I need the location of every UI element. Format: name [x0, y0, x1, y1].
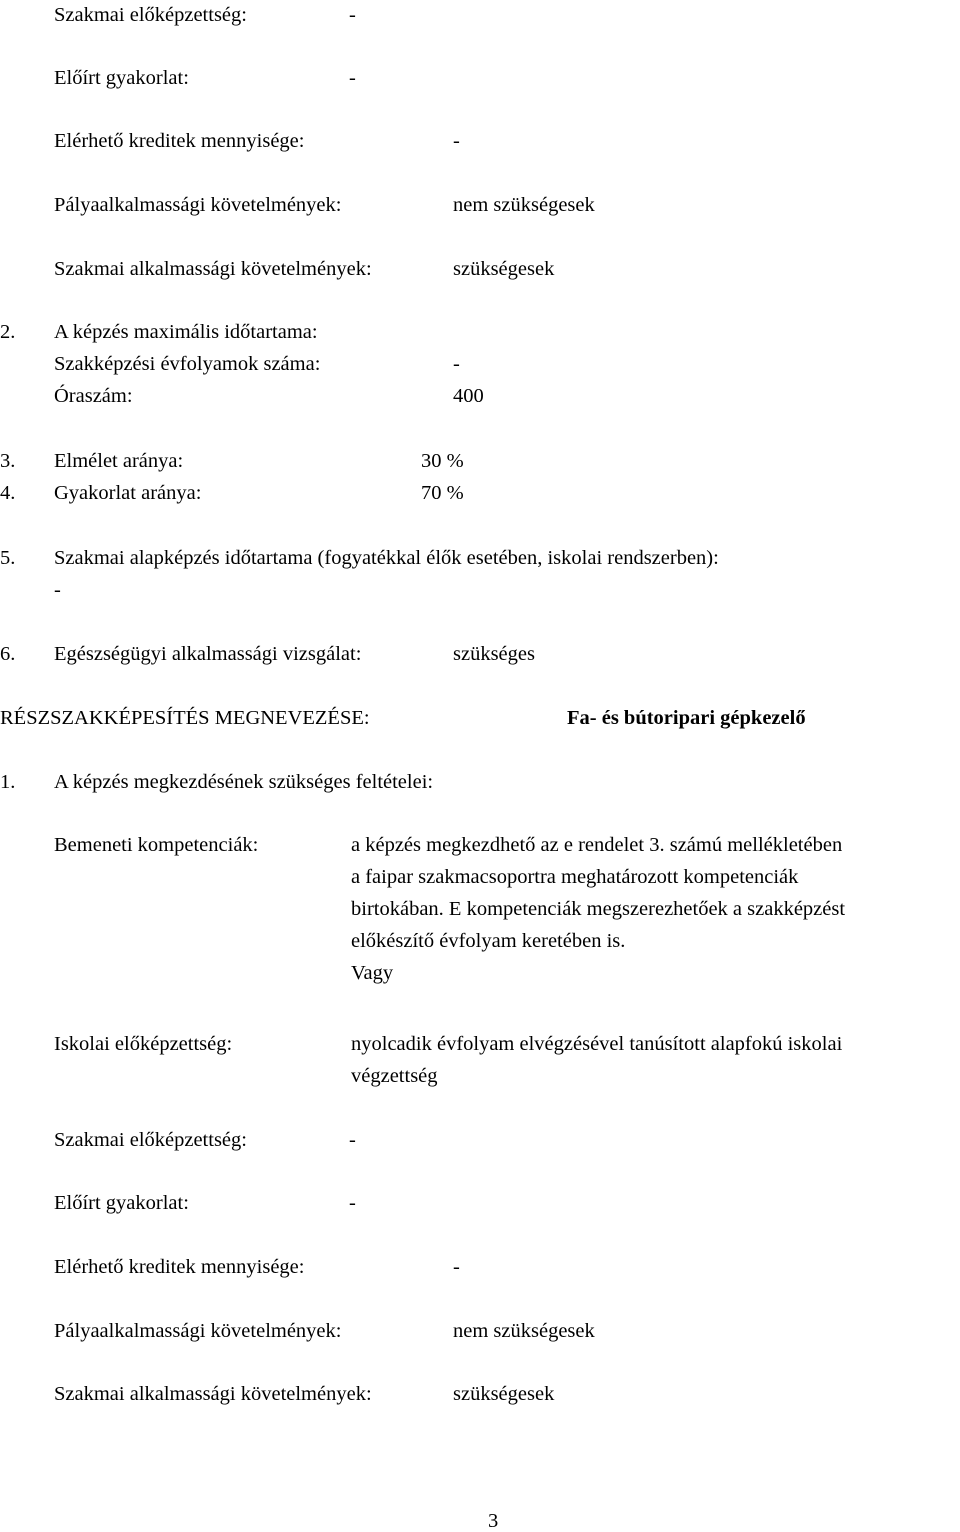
iskolai-label: Iskolai előképzettség: [54, 1033, 233, 1055]
bemeneti-line: a faipar szakmacsoportra meghatározott kompetenciák [351, 866, 799, 888]
szakmai-elokepzettseg-label: Szakmai előképzettség: [54, 4, 247, 26]
page-number: 3 [488, 1510, 499, 1532]
section1-title: A képzés megkezdésének szükséges feltételei: [54, 771, 434, 793]
item4-value: 70 % [421, 482, 464, 504]
kreditek-label: Elérhető kreditek mennyisége: [54, 1256, 305, 1278]
szakmai-alkalmassagi-label: Szakmai alkalmassági követelmények: [54, 258, 372, 280]
item4-label: Gyakorlat aránya: [54, 482, 202, 504]
palyaalkalmassagi-label: Pályaalkalmassági követelmények: [54, 1320, 342, 1342]
eloirt-gyakorlat-value: - [349, 67, 356, 89]
item5-label: Szakmai alapképzés időtartama (fogyatékkal élők esetében, iskolai rendszerben): [54, 547, 719, 569]
item5-value: - [54, 579, 61, 601]
eloirt-gyakorlat-value: - [349, 1192, 356, 1214]
bemeneti-line: a képzés megkezdhető az e rendelet 3. számú mellékletében [351, 834, 843, 856]
item3-value: 30 % [421, 450, 464, 472]
item4-number: 4. [0, 482, 16, 504]
szakmai-alkalmassagi-value: szükségesek [453, 1383, 555, 1405]
reszszakkepesites-value: Fa- és bútoripari gépkezelő [567, 707, 806, 729]
item3-number: 3. [0, 450, 16, 472]
oraszam-value: 400 [453, 385, 484, 407]
kreditek-label: Elérhető kreditek mennyisége: [54, 130, 305, 152]
palyaalkalmassagi-value: nem szükségesek [453, 1320, 595, 1342]
item2-title: A képzés maximális időtartama: [54, 321, 318, 343]
reszszakkepesites-label: RÉSZSZAKKÉPESÍTÉS MEGNEVEZÉSE: [0, 707, 370, 729]
szakmai-elokepzettseg-value: - [349, 4, 356, 26]
szakmai-alkalmassagi-label: Szakmai alkalmassági követelmények: [54, 1383, 372, 1405]
item6-number: 6. [0, 643, 16, 665]
eloirt-gyakorlat-label: Előírt gyakorlat: [54, 67, 189, 89]
bemeneti-line: előkészítő évfolyam keretében is. [351, 930, 626, 952]
palyaalkalmassagi-value: nem szükségesek [453, 194, 595, 216]
szakmai-alkalmassagi-value: szükségesek [453, 258, 555, 280]
item5-number: 5. [0, 547, 16, 569]
oraszam-label: Óraszám: [54, 385, 133, 407]
evfolyamok-value: - [453, 353, 460, 375]
szakmai-elokepzettseg-value: - [349, 1129, 356, 1151]
evfolyamok-label: Szakképzési évfolyamok száma: [54, 353, 321, 375]
item6-label: Egészségügyi alkalmassági vizsgálat: [54, 643, 362, 665]
bemeneti-line: Vagy [351, 962, 394, 984]
item3-label: Elmélet aránya: [54, 450, 184, 472]
item2-number: 2. [0, 321, 16, 343]
iskolai-line: végzettség [351, 1065, 438, 1087]
eloirt-gyakorlat-label: Előírt gyakorlat: [54, 1192, 189, 1214]
kreditek-value: - [453, 1256, 460, 1278]
bemeneti-line: birtokában. E kompetenciák megszerezhetőek a szakképzést [351, 898, 846, 920]
palyaalkalmassagi-label: Pályaalkalmassági követelmények: [54, 194, 342, 216]
bemeneti-label: Bemeneti kompetenciák: [54, 834, 259, 856]
szakmai-elokepzettseg-label: Szakmai előképzettség: [54, 1129, 247, 1151]
iskolai-line: nyolcadik évfolyam elvégzésével tanúsított alapfokú iskolai [351, 1033, 843, 1055]
section1-number: 1. [0, 771, 16, 793]
item6-value: szükséges [453, 643, 535, 665]
kreditek-value: - [453, 130, 460, 152]
